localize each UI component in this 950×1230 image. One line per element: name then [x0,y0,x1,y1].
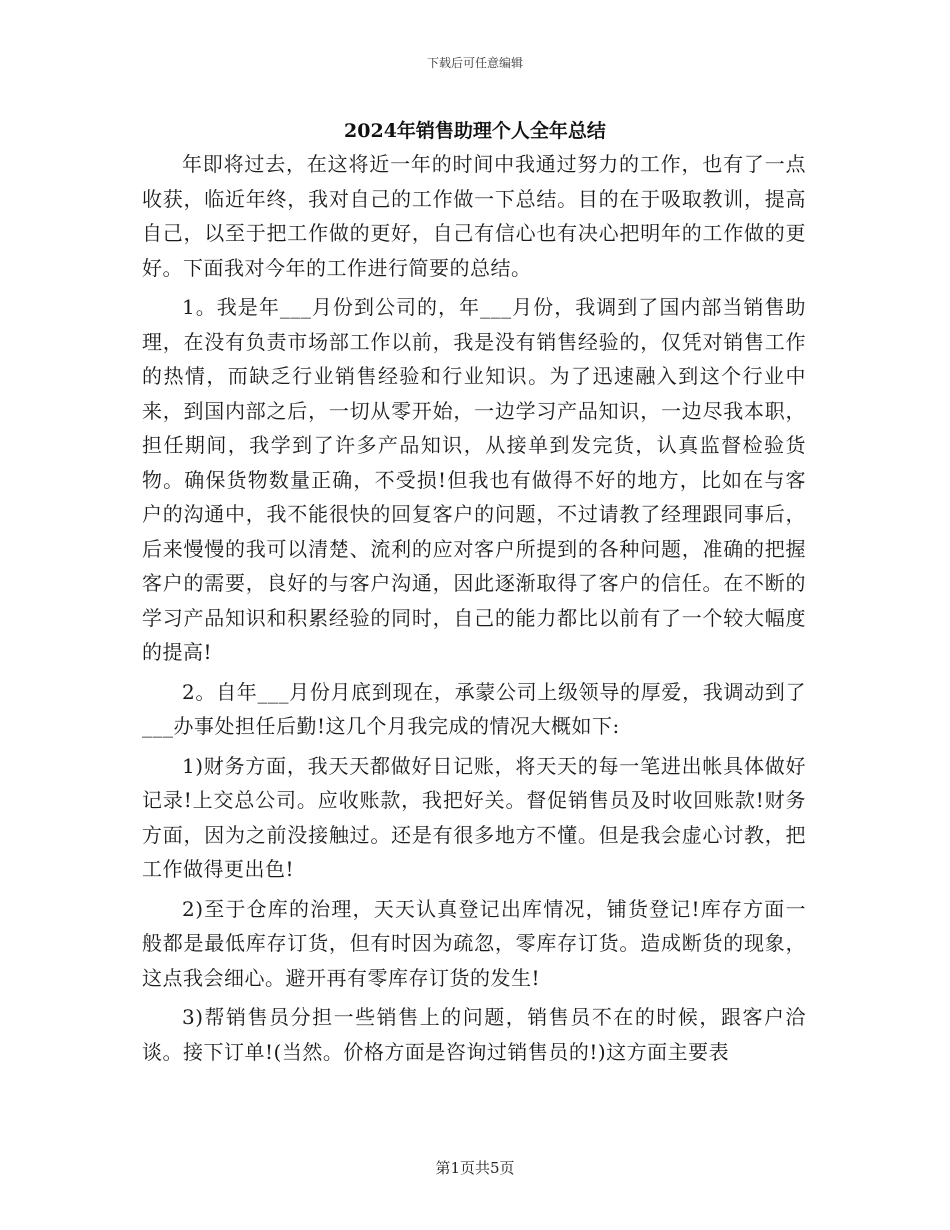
document-title: 2024年销售助理个人全年总结 [344,120,606,142]
paragraph-2-1-finance: 1)财务方面，我天天都做好日记账，将天天的每一笔进出帐具体做好记录!上交总公司。应收账款，我把好关。督促销售员及时收回账款!财务方面，因为之前没接触过。还是有很多地方不懂。但是我会虚心讨教，把工作做得更出色! [142,753,806,881]
paragraph-intro: 年即将过去，在这将近一年的时间中我通过努力的工作，也有了一点收获，临近年终，我对自己的工作做一下总结。目的在于吸取教训，提高自己，以至于把工作做的更好，自己有信心也有决心把明年的工作做的更好。下面我对今年的工作进行简要的总结。 [142,152,806,280]
page-footer-number: 第1页共5页 [435,1159,515,1177]
page-header-note: 下载后可任意编辑 [426,56,523,70]
paragraph-1: 1。我是年___月份到公司的，年___月份，我调到了国内部当销售助理，在没有负责市场部工作以前，我是没有销售经验的，仅凭对销售工作的热情，而缺乏行业销售经验和行业知识。为了迅速融入到这个行业中来，到国内部之后，一切从零开始，一边学习产品知识，一边尽我本职，担任期间，我学到了许多产品知识，从接单到发完货，认真监督检验货物。确保货物数量正确，不受损!但我也有做得不好的地方，比如在与客户的沟通中，我不能很快的回复客户的问题，不过请教了经理跟同事后，后来慢慢的我可以清楚、流利的应对客户所提到的各种问题，准确的把握客户的需要，良好的与客户沟通，因此逐渐取得了客户的信任。在不断的学习产品知识和积累经验的同时，自己的能力都比以前有了一个较大幅度的提高! [142,295,806,664]
paragraph-2: 2。自年___月份月底到现在，承蒙公司上级领导的厚爱，我调动到了___办事处担任后勤!这几个月我完成的情况大概如下: [142,679,806,738]
paragraph-2-3-sales: 3)帮销售员分担一些销售上的问题，销售员不在的时候，跟客户洽谈。接下订单!(当然。价格方面是咨询过销售员的!)这方面主要表 [142,1005,806,1064]
document-body [142,147,806,1074]
paragraph-2-2-warehouse: 2)至于仓库的治理，天天认真登记出库情况，铺货登记!库存方面一般都是最低库存订货，但有时因为疏忽，零库存订货。造成断货的现象，这点我会细心。避开再有零库存订货的发生! [142,896,806,990]
